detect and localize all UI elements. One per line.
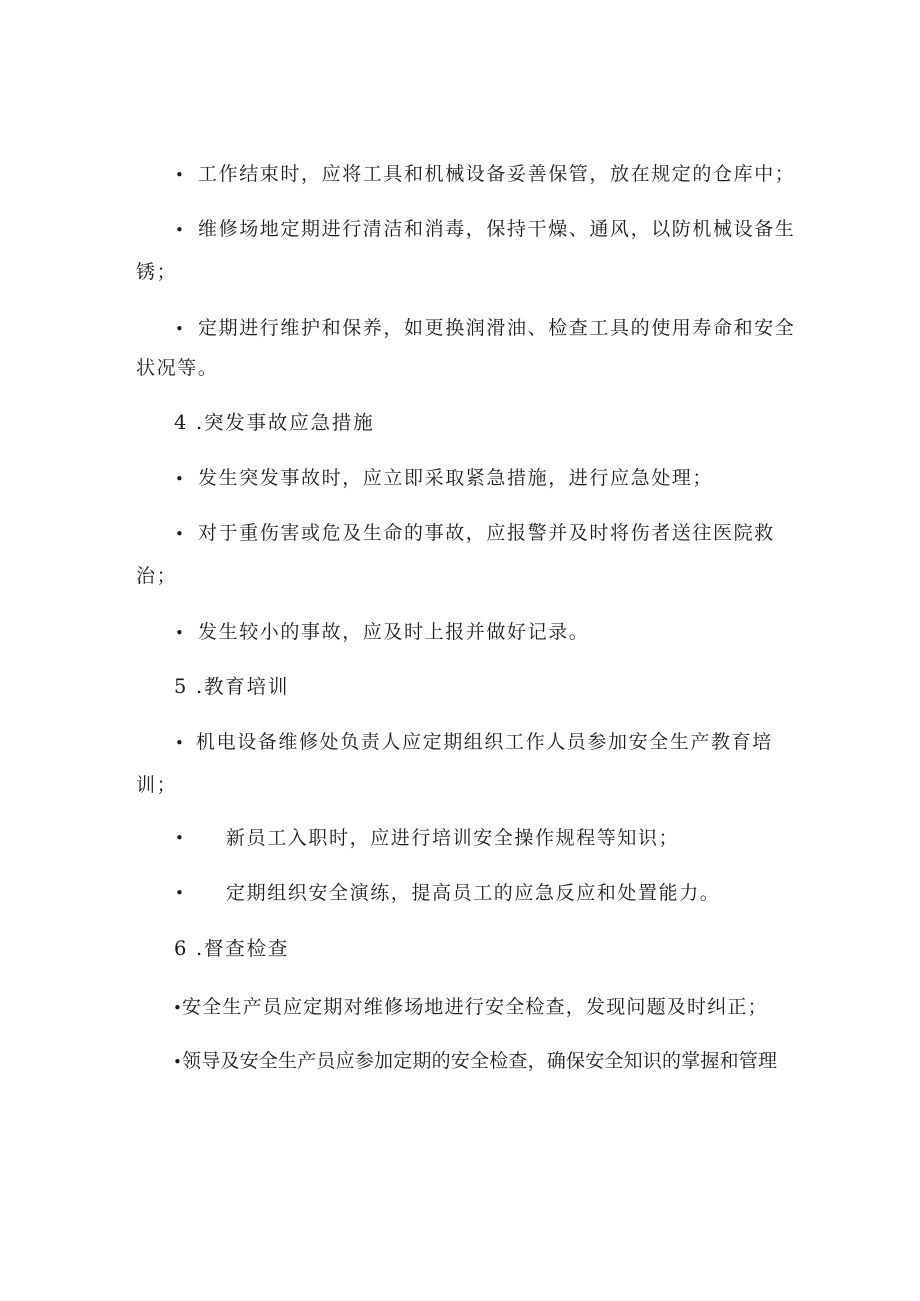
list-item: 定期进行维护和保养，如更换润滑油、检查工具的使用寿命和安全 — [198, 317, 796, 339]
list-item: 机电设备维修处负责人应定期组织工作人员参加安全生产教育培 — [196, 731, 773, 753]
list-item: 领导及安全生产员应参加定期的安全检查，确保安全知识的掌握和管理 — [182, 1050, 778, 1072]
bullet: • — [175, 320, 184, 338]
section-heading: .督查检查 — [196, 937, 290, 960]
list-item-continuation: 状况等。 — [136, 357, 219, 379]
section-heading: .突发事故应急措施 — [196, 411, 375, 434]
bullet: • — [175, 829, 184, 847]
section-heading: .教育培训 — [196, 675, 290, 698]
bullet: • — [175, 884, 184, 902]
bullet: • — [175, 221, 184, 239]
bullet: • — [175, 624, 184, 642]
section-number: 4 — [174, 411, 189, 434]
bullet: • — [175, 734, 184, 752]
list-item: 发生突发事故时，应立即采取紧急措施，进行应急处理； — [198, 467, 714, 489]
section-number: 5 — [174, 675, 189, 698]
list-item: 工作结束时，应将工具和机械设备妥善保管，放在规定的仓库中； — [198, 163, 796, 185]
list-item-continuation: 锈； — [136, 261, 178, 283]
bullet: • — [175, 525, 184, 543]
list-item-continuation: 训； — [136, 774, 178, 796]
bullet: • — [173, 1053, 182, 1071]
list-item: 定期组织安全演练，提高员工的应急反应和处置能力。 — [226, 882, 721, 904]
list-item: 维修场地定期进行清洁和消毒，保持干燥、通风，以防机械设备生 — [198, 218, 796, 240]
list-item: 安全生产员应定期对维修场地进行安全检查，发现问题及时纠正； — [182, 996, 768, 1018]
list-item: 发生较小的事故，应及时上报并做好记录。 — [198, 621, 590, 643]
bullet: • — [175, 470, 184, 488]
list-item: 对于重伤害或危及生命的事故，应报警并及时将伤者送往医院救 — [198, 522, 775, 544]
section-number: 6 — [174, 937, 189, 960]
bullet: • — [173, 999, 182, 1017]
bullet: • — [175, 166, 184, 184]
list-item-continuation: 治； — [136, 565, 178, 587]
list-item: 新员工入职时，应进行培训安全操作规程等知识； — [226, 827, 680, 849]
